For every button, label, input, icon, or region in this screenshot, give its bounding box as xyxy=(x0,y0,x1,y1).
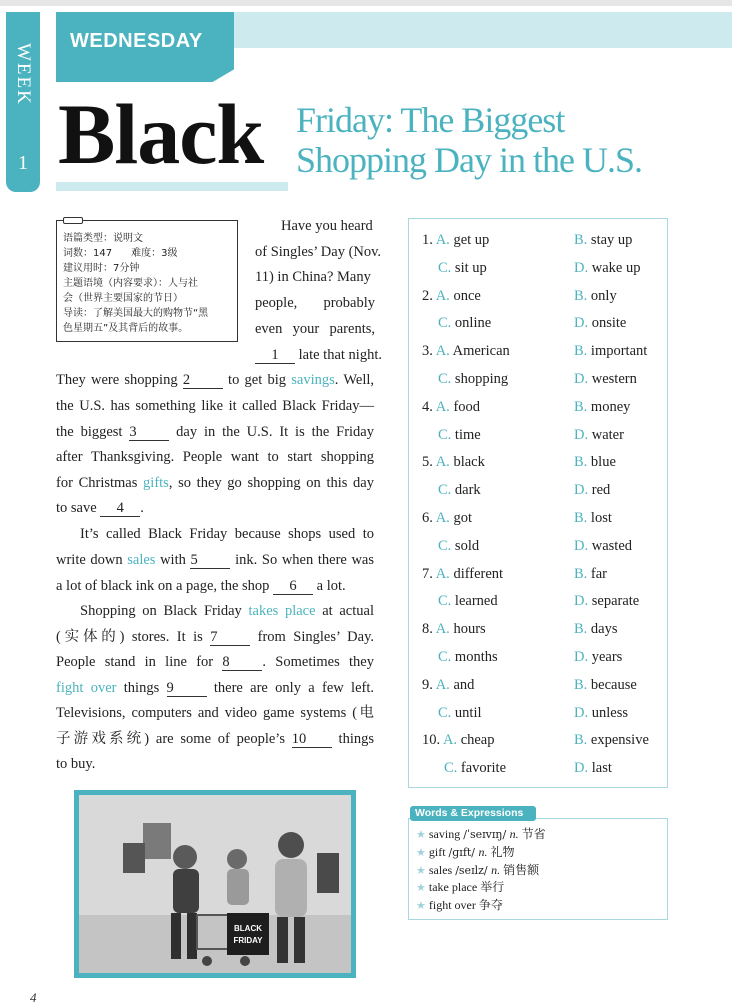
info-line: 导读：了解美国最大的购物节“黑 xyxy=(63,308,209,319)
option-5-d[interactable] xyxy=(574,481,610,499)
option-5-a[interactable] xyxy=(422,453,485,471)
star-icon: ★ xyxy=(416,846,426,859)
option-letter: A. xyxy=(435,232,454,248)
option-6-c[interactable] xyxy=(438,537,479,555)
option-text: red xyxy=(591,482,611,499)
option-letter: B. xyxy=(574,510,591,526)
option-8-a[interactable] xyxy=(422,620,486,638)
word-phonetic: /seɪlz/ xyxy=(455,863,492,877)
option-letter: C. xyxy=(444,760,461,777)
option-text: onsite xyxy=(591,315,627,332)
star-icon: ★ xyxy=(416,864,426,877)
word-pos: n. xyxy=(509,827,522,841)
word-pos: n. xyxy=(478,844,491,859)
blank-8[interactable]: 8 xyxy=(222,654,262,671)
option-10-b[interactable] xyxy=(574,731,649,749)
week-label: WEEK xyxy=(13,42,34,106)
words-heading: Words & Expressions xyxy=(410,806,536,821)
word-entry xyxy=(416,897,503,914)
option-letter: A. xyxy=(435,565,454,582)
passage-line: 11) in China? Many xyxy=(255,269,371,285)
blank-9[interactable]: 9 xyxy=(167,680,207,697)
option-text: lost xyxy=(590,510,612,526)
option-2-d[interactable] xyxy=(574,314,626,332)
passage-line: to buy. xyxy=(56,756,96,772)
star-icon: ★ xyxy=(416,900,426,913)
option-3-d[interactable] xyxy=(574,370,637,388)
option-9-b[interactable] xyxy=(574,676,637,694)
star-icon: ★ xyxy=(416,829,426,841)
option-text: because xyxy=(590,676,637,693)
option-letter: C. xyxy=(438,371,455,387)
question-number: 7. xyxy=(422,565,436,582)
word-meaning: 礼物 xyxy=(490,844,515,859)
option-7-a[interactable] xyxy=(422,565,503,583)
option-letter: C. xyxy=(438,704,455,721)
word-term: sales xyxy=(428,862,456,877)
keyword-savings: savings xyxy=(291,372,335,388)
option-text: water xyxy=(591,426,624,443)
word-phonetic: /ɡɪft/ xyxy=(448,845,479,859)
option-3-c[interactable] xyxy=(438,370,508,388)
star-icon: ★ xyxy=(416,882,426,895)
option-1-a[interactable] xyxy=(422,231,489,249)
title-sub-line2: Shopping Day in the U.S. xyxy=(296,140,643,180)
option-text: years xyxy=(591,649,623,665)
option-text: far xyxy=(590,565,608,582)
option-7-b[interactable] xyxy=(574,565,607,583)
word-pos: n. xyxy=(491,862,504,877)
option-text: blue xyxy=(590,454,616,471)
option-2-c[interactable] xyxy=(438,314,491,332)
option-letter: D. xyxy=(574,482,592,499)
option-text: learned xyxy=(454,593,498,610)
passage-line: People stand in line for 8 . Sometimes they xyxy=(56,654,374,670)
option-text: money xyxy=(590,398,631,415)
option-4-a[interactable] xyxy=(422,398,480,416)
page-number: 4 xyxy=(30,990,37,1002)
option-4-d[interactable] xyxy=(574,426,624,444)
word-entry xyxy=(416,844,515,861)
option-9-c[interactable] xyxy=(438,704,482,722)
info-line: 主题语境（内容要求）：人与社 xyxy=(63,278,198,289)
question-number: 8. xyxy=(422,621,436,638)
passage-line: of Singles’ Day (Nov. xyxy=(255,244,382,260)
passage-line: 1 late that night. xyxy=(255,345,382,365)
option-text: dark xyxy=(454,482,481,499)
option-letter: A. xyxy=(442,732,461,749)
option-letter: A. xyxy=(435,676,454,693)
option-10-a[interactable] xyxy=(422,731,495,749)
option-8-c[interactable] xyxy=(438,648,498,666)
info-tag-icon xyxy=(63,217,83,224)
question-number: 9. xyxy=(422,676,436,693)
option-text: unless xyxy=(591,704,628,721)
top-rule xyxy=(0,0,732,6)
option-letter: B. xyxy=(574,232,591,248)
passage-line: after Thanksgiving. People want to start shopping xyxy=(56,449,374,465)
option-letter: C. xyxy=(438,537,455,554)
option-text: days xyxy=(590,621,618,638)
passage-line: for Christmas gifts, so they go shopping on this day xyxy=(56,475,374,491)
word-meaning: 节省 xyxy=(521,827,546,841)
option-6-d[interactable] xyxy=(574,537,632,555)
option-6-b[interactable] xyxy=(574,509,612,527)
option-letter: D. xyxy=(574,760,592,777)
passage-line: write down sales with 5 ink. So when there was xyxy=(56,552,375,568)
option-6-a[interactable] xyxy=(422,509,472,527)
shoppers-illustration xyxy=(79,795,351,973)
option-7-c[interactable] xyxy=(438,592,498,610)
option-letter: B. xyxy=(574,565,591,582)
option-text: food xyxy=(453,398,481,415)
option-9-a[interactable] xyxy=(422,676,474,694)
word-meaning: 举行 xyxy=(480,880,505,895)
option-2-a[interactable] xyxy=(422,287,481,305)
title-subtitle xyxy=(296,100,642,180)
option-text: stay up xyxy=(590,232,633,248)
option-text: separate xyxy=(591,593,640,610)
word-term: take place xyxy=(428,880,481,895)
option-text: sit up xyxy=(454,259,487,276)
passage-line: It’s called Black Friday because shops used to xyxy=(80,526,374,542)
option-letter: B. xyxy=(574,732,591,749)
title-main: Black xyxy=(58,86,264,182)
passage-line: They were shopping 2 to get big savings. Well, xyxy=(56,372,374,388)
option-letter: D. xyxy=(574,649,592,665)
blank-3[interactable]: 3 xyxy=(129,424,169,441)
option-letter: B. xyxy=(574,343,591,360)
question-number: 2. xyxy=(422,287,436,304)
info-line: 会（世界主要国家的节日） xyxy=(63,293,183,304)
option-letter: D. xyxy=(574,537,592,554)
option-3-b[interactable] xyxy=(574,342,647,360)
option-letter: B. xyxy=(574,676,591,693)
option-letter: C. xyxy=(438,482,455,499)
option-text: wake up xyxy=(591,259,641,276)
option-text: favorite xyxy=(460,760,507,777)
option-text: months xyxy=(454,649,498,665)
option-8-d[interactable] xyxy=(574,648,622,666)
option-text: time xyxy=(454,426,481,443)
option-letter: D. xyxy=(574,704,592,721)
option-text: black xyxy=(453,454,485,471)
option-1-b[interactable] xyxy=(574,231,632,249)
passage-line: 子游戏系统) are some of people’s 10 things xyxy=(56,731,374,747)
word-term: gift xyxy=(428,844,449,859)
week-number: 1 xyxy=(18,152,28,174)
option-letter: B. xyxy=(574,287,591,304)
passage-line: Televisions, computers and video game systems (电 xyxy=(56,705,374,721)
word-meaning: 争夺 xyxy=(478,898,503,913)
passage-line: fight over things 9 there are only a few left. xyxy=(56,680,374,696)
option-1-d[interactable] xyxy=(574,259,640,277)
option-letter: B. xyxy=(574,398,591,415)
option-3-a[interactable] xyxy=(422,342,510,360)
option-1-c[interactable] xyxy=(438,259,487,277)
keyword-sales: sales xyxy=(127,552,156,568)
option-8-b[interactable] xyxy=(574,620,618,638)
question-number: 4. xyxy=(422,398,436,415)
option-letter: D. xyxy=(574,371,592,387)
passage-line: the biggest 3 day in the U.S. It is the Friday xyxy=(56,424,374,440)
title-sub-line1: Friday: The Biggest xyxy=(296,100,565,140)
passage-line: (实体的) stores. It is 7 from Singles’ Day. xyxy=(56,629,374,645)
word-meaning: 销售额 xyxy=(503,862,540,877)
word-entry xyxy=(416,862,539,879)
passage-line: a lot of black ink on a page, the shop 6 a lot. xyxy=(56,578,346,594)
option-letter: C. xyxy=(438,649,455,665)
blank-10[interactable]: 10 xyxy=(292,731,332,748)
option-text: once xyxy=(453,287,481,304)
option-text: expensive xyxy=(590,732,649,749)
option-letter: A. xyxy=(435,287,454,304)
passage-line: even your parents, xyxy=(255,321,375,337)
option-text: online xyxy=(454,315,492,332)
sign-line-1: BLACK xyxy=(234,924,262,933)
option-letter: C. xyxy=(438,259,455,276)
option-4-c[interactable] xyxy=(438,426,481,444)
keyword-takes-place: takes place xyxy=(248,603,316,619)
blank-7[interactable]: 7 xyxy=(210,629,250,646)
option-text: last xyxy=(591,760,612,777)
word-term: fight over xyxy=(428,898,479,913)
info-line: 词数：147 难度：3级 xyxy=(63,248,178,259)
option-text: important xyxy=(590,343,648,360)
option-letter: A. xyxy=(435,454,454,471)
option-text: American xyxy=(452,343,510,360)
day-label: WEDNESDAY xyxy=(70,30,203,52)
info-line: 建议用时：7分钟 xyxy=(63,263,140,274)
option-letter: D. xyxy=(574,259,592,276)
blank-2[interactable]: 2 xyxy=(183,372,223,389)
option-letter: D. xyxy=(574,315,592,332)
info-line: 语篇类型：说明文 xyxy=(63,233,143,244)
option-text: got xyxy=(453,510,472,526)
option-letter: A. xyxy=(435,343,453,360)
keyword-gifts: gifts xyxy=(143,475,169,491)
blank-5[interactable]: 5 xyxy=(190,552,230,569)
option-text: hours xyxy=(453,621,486,638)
option-letter: D. xyxy=(574,593,592,610)
week-tab xyxy=(6,12,40,192)
option-text: shopping xyxy=(454,371,509,387)
option-letter: B. xyxy=(574,621,591,638)
option-letter: D. xyxy=(574,426,592,443)
word-entry xyxy=(416,826,546,843)
word-entry xyxy=(416,879,504,896)
passage-line: people, probably xyxy=(255,295,375,311)
blank-6[interactable]: 6 xyxy=(273,578,313,595)
option-letter: C. xyxy=(438,315,455,332)
question-number: 3. xyxy=(422,343,436,360)
question-number: 6. xyxy=(422,510,436,526)
question-number: 5. xyxy=(422,454,436,471)
reading-info-box xyxy=(56,220,238,342)
option-text: cheap xyxy=(460,732,495,749)
shopping-photo xyxy=(74,790,356,978)
passage-line: to save 4 . xyxy=(56,500,144,516)
option-5-b[interactable] xyxy=(574,453,616,471)
option-text: sold xyxy=(454,537,480,554)
option-letter: A. xyxy=(435,621,454,638)
info-line: 色星期五”及其背后的故事。 xyxy=(63,323,189,334)
option-letter: A. xyxy=(435,398,454,415)
option-9-d[interactable] xyxy=(574,704,628,722)
passage-line: Shopping on Black Friday takes place at actual xyxy=(80,603,374,619)
keyword-fight-over: fight over xyxy=(56,680,117,696)
blank-1[interactable]: 1 xyxy=(255,347,295,364)
option-text: western xyxy=(591,371,637,387)
option-text: get up xyxy=(453,232,490,248)
option-letter: C. xyxy=(438,593,455,610)
option-2-b[interactable] xyxy=(574,287,617,305)
option-5-c[interactable] xyxy=(438,481,481,499)
question-number: 10. xyxy=(422,732,443,749)
title-underline xyxy=(56,182,288,191)
option-4-b[interactable] xyxy=(574,398,630,416)
option-10-d[interactable] xyxy=(574,759,612,777)
option-text: different xyxy=(453,565,504,582)
passage-line: Have you heard xyxy=(281,218,373,234)
option-text: until xyxy=(454,704,482,721)
option-text: and xyxy=(453,676,475,693)
blank-4[interactable]: 4 xyxy=(100,500,140,517)
option-letter: A. xyxy=(435,510,454,526)
sign-line-2: FRIDAY xyxy=(233,936,263,945)
option-7-d[interactable] xyxy=(574,592,639,610)
option-10-c[interactable] xyxy=(444,759,506,777)
option-letter: C. xyxy=(438,426,455,443)
option-text: wasted xyxy=(591,537,632,554)
option-letter: B. xyxy=(574,454,591,471)
passage-line: the U.S. has something like it called Black Friday— xyxy=(56,398,374,414)
word-term: saving xyxy=(428,827,464,841)
word-phonetic: /ˈseɪvɪŋ/ xyxy=(463,828,510,841)
option-text: only xyxy=(590,287,617,304)
question-number: 1. xyxy=(422,232,436,248)
